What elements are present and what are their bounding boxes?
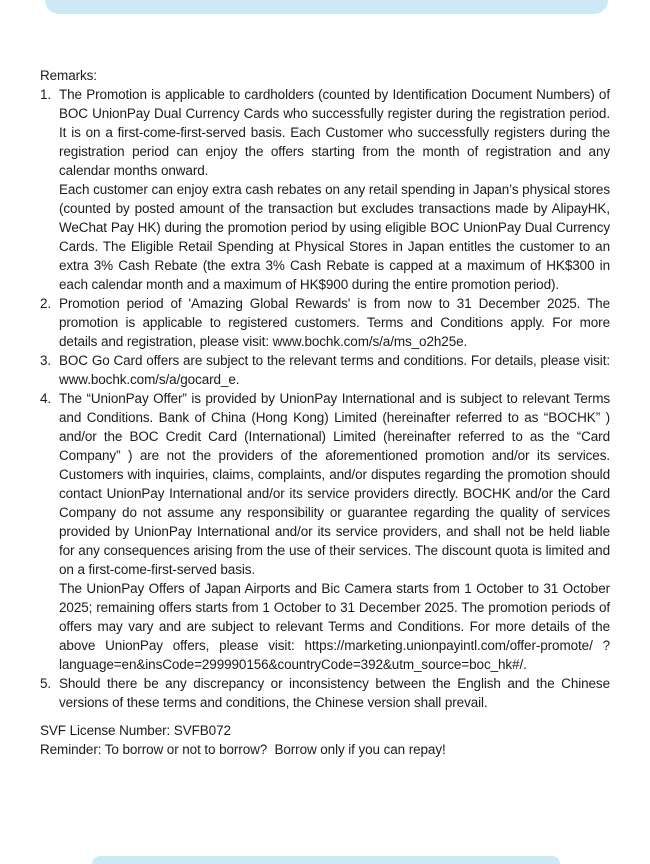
remark-body — [59, 85, 610, 294]
remark-item-4 — [40, 389, 610, 674]
svf-license-line: SVF License Number: SVFB072 — [40, 723, 231, 738]
remarks-heading: Remarks: — [40, 68, 97, 83]
remark-body — [59, 294, 610, 351]
remarks-section — [40, 66, 610, 759]
remark-paragraph: Each customer can enjoy extra cash rebates on any retail spending in Japan’s physical stores (counted by posted amount of the transaction but excludes transactions made by AlipayHK, WeChat Pay HK) during the promotion period by using eligible BOC UnionPay Dual Currency Cards. The Eligible Retail Spending at Physical Stores in Japan entitles the customer to an extra 3% Cash Rebate (the extra 3% Cash Rebate is capped at a maximum of HK$300 in each calendar month and a maximum of HK$900 during the entire promotion period). — [59, 182, 610, 292]
remark-item-1 — [40, 85, 610, 294]
bottom-decoration-bar — [92, 856, 560, 864]
remark-number: 1. — [40, 87, 52, 102]
remark-item-3 — [40, 351, 610, 389]
remark-paragraph: The UnionPay Offers of Japan Airports and Bic Camera starts from 1 October to 31 October 2025; remaining offers starts from 1 October to 31 December 2025. The promotion periods of offers may vary and are subject to relevant Terms and Conditions. For more details of the above UnionPay offers, please visit: https://marketing.unionpayintl.com/offer-promote/ ?language=en&insCode=299990156&countryCode=392&utm_source=boc_hk#/. — [59, 581, 610, 672]
remark-number: 2. — [40, 296, 52, 311]
remark-body — [59, 389, 610, 674]
remark-body — [59, 351, 610, 389]
remark-item-2 — [40, 294, 610, 351]
remark-number: 5. — [40, 676, 52, 691]
footer-notes — [40, 721, 610, 759]
remark-paragraph: The Promotion is applicable to cardholders (counted by Identification Document Numbers) of BOC UnionPay Dual Currency Cards who successfully register during the registration period. It is on a first-come-first-served basis. Each Customer who successfully registers during the registration period can enjoy the offers starting from the month of registration and any calendar months onward. — [59, 87, 610, 178]
remark-paragraph: The “UnionPay Offer” is provided by UnionPay International and is subject to relevant Terms and Conditions. Bank of China (Hong Kong) Limited (hereinafter referred to as “BOCHK” ) and/or the BOC Credit Card (International) Limited (hereinafter referred to as the “Card Company” ) are not the providers of the aforementioned promotion and/or its services. Customers with inquiries, claims, complaints, and/or disputes regarding the promotion should contact UnionPay International and/or its service providers directly. BOCHK and/or the Card Company do not assume any responsibility or guarantee regarding the quality of services provided by UnionPay International and/or its service providers, and shall not be held liable for any consequences arising from the use of their services. The discount quota is limited and on a first-come-first-served basis. — [59, 391, 610, 577]
reminder-line: Reminder: To borrow or not to borrow? Borrow only if you can repay! — [40, 742, 446, 757]
remark-paragraph: Should there be any discrepancy or inconsistency between the English and the Chinese versions of these terms and conditions, the Chinese version shall prevail. — [59, 676, 610, 710]
remark-number: 3. — [40, 353, 52, 368]
remark-paragraph: Promotion period of 'Amazing Global Rewards' is from now to 31 December 2025. The promotion is applicable to registered customers. Terms and Conditions apply. For more details and registration, please visit: www.bochk.com/s/a/ms_o2h25e. — [59, 296, 610, 349]
top-decoration-bar — [45, 0, 608, 14]
remark-body — [59, 674, 610, 712]
remark-number: 4. — [40, 391, 52, 406]
remark-paragraph: BOC Go Card offers are subject to the relevant terms and conditions. For details, please visit: www.bochk.com/s/a/gocard_e. — [59, 353, 610, 387]
remark-item-5 — [40, 674, 610, 712]
